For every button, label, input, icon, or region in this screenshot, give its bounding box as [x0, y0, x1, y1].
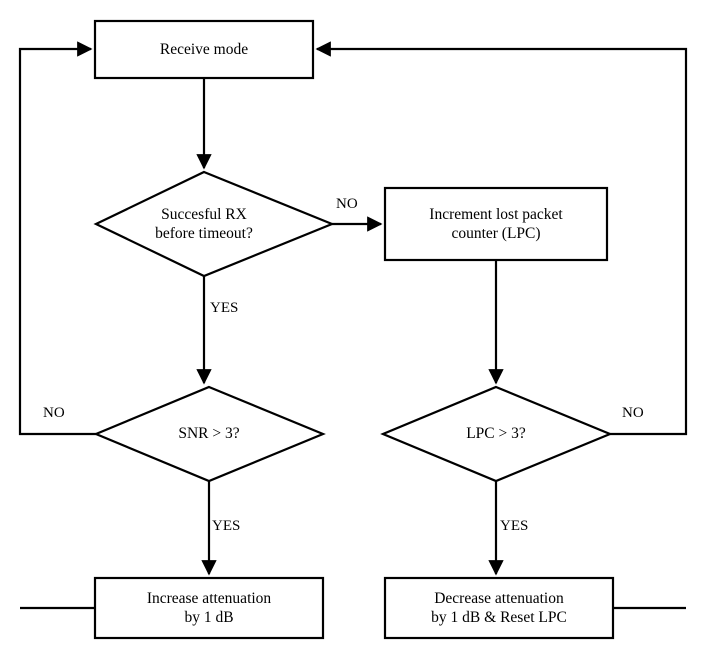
node-label-lpc-check: LPC > 3? [466, 425, 526, 443]
edge-label-rx-no: NO [336, 196, 358, 212]
node-label-increment-lpc: Increment lost packet counter (LPC) [429, 205, 563, 242]
node-label-receive-mode: Receive mode [159, 40, 249, 58]
edge-label-lpc-no: NO [622, 405, 644, 421]
node-receive-mode [95, 21, 313, 78]
node-decrease-attenuation [385, 578, 613, 638]
edge-label-snr-no: NO [43, 405, 65, 421]
node-snr-check [96, 387, 323, 481]
edge-snr-no-to-receive [20, 49, 96, 434]
node-increase-attenuation [95, 578, 323, 638]
node-label-snr-check: SNR > 3? [178, 425, 240, 443]
edge-label-lpc-yes: YES [500, 518, 529, 534]
node-label-increase-attenuation: Increase attenuation by 1 dB [146, 589, 272, 626]
node-lpc-check [383, 387, 610, 481]
node-increment-lpc [385, 188, 607, 260]
edge-label-rx-yes: YES [210, 300, 239, 316]
edge-label-snr-yes: YES [212, 518, 241, 534]
node-label-successful-rx: Succesful RX before timeout? [155, 205, 253, 242]
node-successful-rx [96, 172, 332, 276]
node-label-decrease-attenuation: Decrease attenuation by 1 dB & Reset LPC [431, 589, 567, 626]
